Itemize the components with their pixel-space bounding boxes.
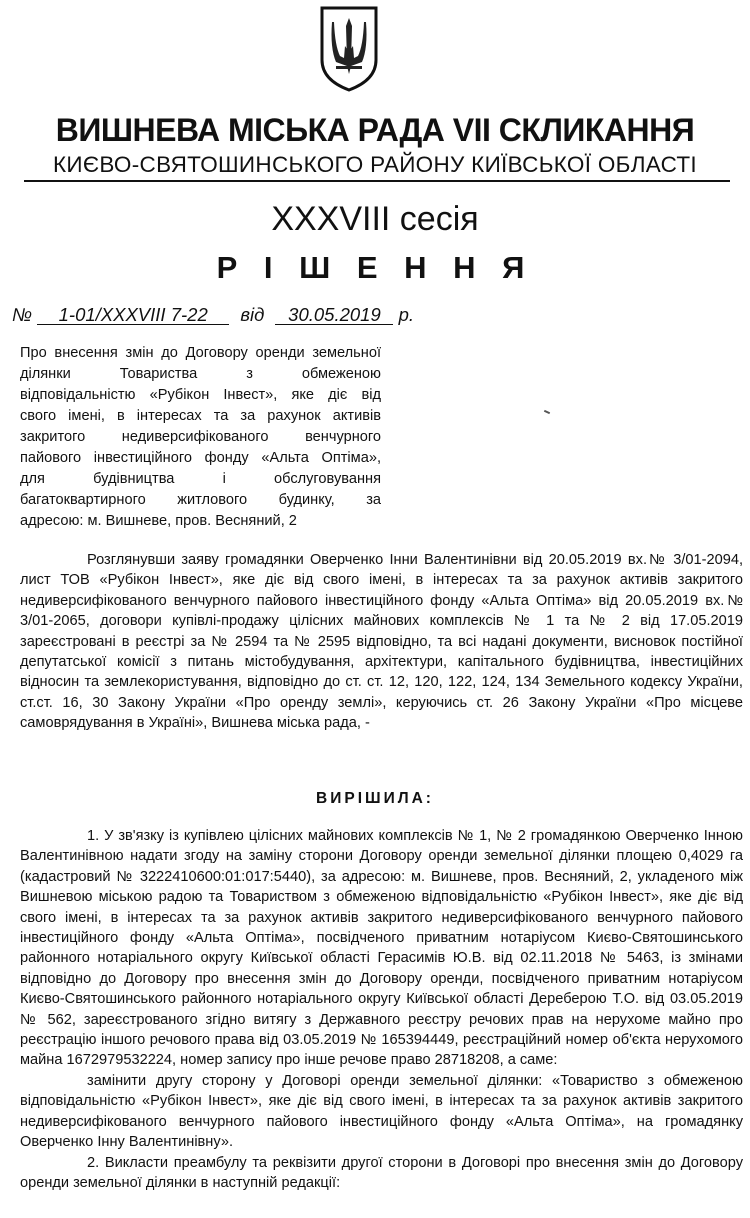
resolution-item-1: 1. У зв'язку із купівлею цілісних майнових комплексів № 1, № 2 громадянкою Оверченко Інною Валентинівною надати згоду на заміну сторони Договору оренди земельної ділянки площею 0,4029 га (кадастровий № 3222410600:01:017:5440), за адресою: м. Вишневе, пров. Весняний, 2, укладеного між Вишневою міською радою та Товариством з обмеженою відповідальністю «Рубікон Інвест», яке діє від свого імені, в інтересах та за рахунок активів закритого недиверсифікованого венчурного пайового інвестиційного фонду «Альта Оптіма», посвідченого приватним нотаріусом Києво-Святошинського районного нотаріального округу Київської області Герасимів Ю.В. від 02.11.2018 № 5463, із змінами відповідно до Договору про внесення змін до Договору оренди, посвідченого приватним нотаріусом Києво-Святошинського районного нотаріального округу Київської області Дереберою Т.О. від 03.05.2019 № 562, зареєстрованого згідно витягу з Державного реєстру речових прав на нерухоме майно про реєстрацію іншого речового права від 03.05.2019 № 165394449, реєстраційний номер об'єкта нерухомого майна 1672979532224, номер запису про інше речове право 28718208, а саме: <box>20 828 743 1069</box>
subject-line: адресою: м. Вишневе, пров. Весняний, 2 <box>20 513 297 529</box>
decision-subject <box>20 343 381 532</box>
decision-number-line <box>12 304 414 326</box>
subject-line: Про внесення змін до Договору оренди земельної <box>20 345 381 361</box>
resolution-items <box>20 826 743 1193</box>
decision-date: 30.05.2019 <box>275 306 393 325</box>
resolved-heading: ВИРІШИЛА: <box>316 790 434 807</box>
resolution-item-1-sub: замінити другу сторону у Договорі оренди земельної ділянки: «Товариство з обмеженою відповідальністю «Рубікон Інвест», яке діє від свого імені, в інтересах та за рахунок активів закритого недиверсифікованого венчурного пайового інвестиційного фонду «Альта Оптіма», на громадянку Оверченко Інну Валентинівну». <box>20 1072 743 1151</box>
number-label: № <box>12 304 33 325</box>
preamble-block <box>20 550 743 734</box>
session-title: XXXVIII сесія <box>271 200 479 238</box>
subject-line: для будівництва і обслуговування <box>20 471 381 487</box>
subject-line: свого імені, в інтересах та за рахунок активів <box>20 408 381 424</box>
header-divider <box>24 180 730 182</box>
date-suffix: р. <box>398 304 415 325</box>
subject-line: ділянки Товариства з обмеженою <box>20 366 381 382</box>
subject-line: закритого недиверсифікованого венчурного <box>20 429 381 445</box>
date-label: від <box>240 304 265 325</box>
scan-mark <box>544 410 550 414</box>
district-line: КИЄВО-СВЯТОШИНСЬКОГО РАЙОНУ КИЇВСЬКОЇ ОБЛАСТІ <box>53 152 697 177</box>
decision-title: Р І Ш Е Н Н Я <box>216 250 534 285</box>
preamble-paragraph: Розглянувши заяву громадянки Оверченко Інни Валентинівни від 20.05.2019 вх.№ 3/01-2094, лист ТОВ «Рубікон Інвест», яке діє від свого імені, в інтересах та за рахунок активів закритого недиверсифікованого венчурного пайового інвестиційного фонду «Альта Оптіма» від 20.05.2019 вх.№ 3/01-2065, договори купівлі-продажу цілісних майнових комплексів № 1 та № 2 від 17.05.2019 зареєстровані в реєстрі за № 2594 та № 2595 відповідно, та всі надані документи, висновок постійної депутатської комісії з питань містобудування, архітектури, капітального будівництва, інвестиційних відносин та землекористування, відповідно до ст. ст. 12, 120, 122, 124, 134 Земельного кодексу України, ст.ст. 16, 30 Закону України «Про оренду землі», керуючись ст. 26 Закону України «Про місцеве самоврядування в Україні», Вишнева міська рада, - <box>20 552 743 732</box>
resolution-item-2: 2. Викласти преамбулу та реквізити другої сторони в Договорі про внесення змін до Договору оренди земельної ділянки в наступній редакції: <box>20 1154 743 1191</box>
subject-line: пайового інвестиційного фонду «Альта Оптіма», <box>20 450 381 466</box>
council-name: ВИШНЕВА МІСЬКА РАДА VII СКЛИКАННЯ <box>55 112 695 148</box>
decision-number: 1-01/XXXVIII 7-22 <box>37 306 229 325</box>
subject-line: відповідальністю «Рубікон Інвест», яке діє від <box>20 387 381 403</box>
subject-line: багатоквартирного житлового будинку, за <box>20 492 381 508</box>
trident-coat-of-arms-icon <box>316 4 382 92</box>
